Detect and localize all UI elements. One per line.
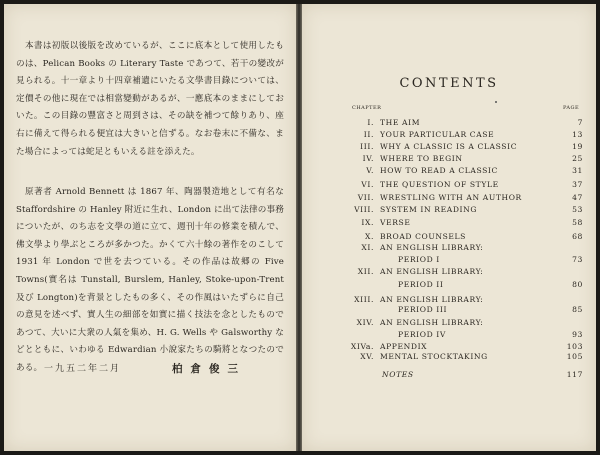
- toc-page-number: 105: [566, 352, 583, 361]
- translator-note-paragraph: 本書は初版以後版を改めているが、ここに底本として使用したものは、Pelican Books の Literary Taste であつて、若干の變改が見られる。十一章より十四章補遺にいたる文學書目錄については、定價その他に現在では相當變動があるが、一應底本のままにしておいた。この目錄の豐富さと周到さは、その缺を補つて餘りあり、座右に備えて得られる便宜は大きいと信ずる。なお卷末に不備な、また場合によっては蛇足ともいえる註を添えた。: [16, 41, 284, 157]
- toc-page-number: 7: [577, 118, 583, 127]
- toc-chapter-number: II.: [363, 130, 374, 139]
- toc-page-number: 68: [572, 232, 583, 241]
- toc-chapter-number: I.: [367, 118, 374, 127]
- toc-chapter-number: VII.: [357, 193, 374, 202]
- toc-chapter-title: PERIOD II: [398, 280, 444, 289]
- toc-entry: [302, 243, 596, 255]
- toc-entry: [302, 218, 596, 230]
- toc-chapter-number: IV.: [362, 154, 374, 163]
- toc-chapter-title: AN ENGLISH LIBRARY:: [380, 318, 484, 327]
- toc-chapter-title: HOW TO READ A CLASSIC: [380, 166, 498, 175]
- toc-chapter-number: V.: [366, 166, 374, 175]
- toc-chapter-title: VERSE: [380, 218, 411, 227]
- toc-chapter-title: PERIOD I: [398, 255, 440, 264]
- toc-entry: [302, 205, 596, 217]
- date-line: 一九五二年二月: [44, 364, 122, 374]
- toc-entry: [302, 130, 596, 142]
- toc-entry: [302, 154, 596, 166]
- toc-chapter-title: APPENDIX: [380, 342, 428, 351]
- ink-dot: [495, 101, 497, 103]
- author-bio-paragraph: 原著者 Arnold Bennett は 1867 年、陶器製造地として有名な Staffordshire の Hanley 附近に生れ、London に出て法律の事務についたが、のち志を文學の道に立て、週刊十年の修業を積んで、佛文學より學ぶところが多かつた。かくて六十餘の著作をのこして 1931 年 London で世を去つている。その作品は故郷の Five Towns(實名は Tunstall, Burslem, Hanley, Stoke-upon-Trent 及び Longton)を背景としたもの多く、その作風はいたずらに自己の意見を述べず、實人生の細部を如實に描く技法を念としたものであつて、大いに大衆の人氣を集め、H. G. Wells や Galsworthy などとともに、いわゆる Edwardian 小說家たちの騎將となつたのである。: [16, 187, 284, 373]
- page-column-header: PAGE: [563, 105, 580, 111]
- toc-page-number: 31: [572, 166, 583, 175]
- toc-chapter-title: WRESTLING WITH AN AUTHOR: [380, 193, 522, 202]
- toc-chapter-title: THE AIM: [380, 118, 421, 127]
- toc-chapter-title: WHERE TO BEGIN: [380, 154, 463, 163]
- toc-entry: [302, 255, 596, 267]
- toc-chapter-number: X.: [364, 232, 374, 241]
- toc-entry: [302, 193, 596, 205]
- toc-chapter-title: PERIOD III: [398, 305, 448, 314]
- translator-signature: 柏倉俊三: [172, 363, 246, 375]
- toc-page-number: 47: [572, 193, 583, 202]
- toc-chapter-number: XIVa.: [350, 342, 374, 351]
- toc-entry: [302, 352, 596, 364]
- toc-entry: [302, 267, 596, 279]
- toc-entry: [302, 166, 596, 178]
- toc-page-number: 117: [566, 370, 583, 379]
- toc-chapter-number: IX.: [361, 218, 374, 227]
- toc-page-number: 58: [572, 218, 583, 227]
- toc-entry: [302, 180, 596, 192]
- toc-chapter-number: XI.: [361, 243, 374, 252]
- toc-page-number: 13: [572, 130, 583, 139]
- toc-page-number: 85: [572, 305, 583, 314]
- toc-chapter-number: III.: [360, 142, 374, 151]
- toc-entry: [302, 370, 596, 382]
- left-page: [4, 4, 296, 451]
- chapter-column-header: CHAPTER: [352, 105, 382, 111]
- toc-chapter-title: AN ENGLISH LIBRARY:: [380, 295, 484, 304]
- toc-chapter-title: AN ENGLISH LIBRARY:: [380, 267, 484, 276]
- toc-entry: [302, 118, 596, 130]
- toc-chapter-title: NOTES: [382, 370, 414, 379]
- toc-chapter-title: AN ENGLISH LIBRARY:: [380, 243, 484, 252]
- toc-page-number: 73: [572, 255, 583, 264]
- toc-chapter-number: VIII.: [354, 205, 374, 214]
- toc-entry: [302, 280, 596, 292]
- toc-chapter-number: VI.: [361, 180, 374, 189]
- toc-page-number: 103: [566, 342, 583, 351]
- toc-chapter-number: XIV.: [356, 318, 374, 327]
- toc-chapter-number: XII.: [357, 267, 374, 276]
- toc-entry: [302, 305, 596, 317]
- toc-entry: [302, 318, 596, 330]
- toc-chapter-title: YOUR PARTICULAR CASE: [380, 130, 495, 139]
- toc-chapter-number: XV.: [360, 352, 374, 361]
- toc-entry: [302, 142, 596, 154]
- toc-page-number: 93: [572, 330, 583, 339]
- right-page: [302, 4, 596, 451]
- toc-page-number: 80: [572, 280, 583, 289]
- toc-chapter-title: THE QUESTION OF STYLE: [380, 180, 499, 189]
- toc-page-number: 37: [572, 180, 583, 189]
- toc-page-number: 53: [572, 205, 583, 214]
- contents-title: CONTENTS: [399, 76, 499, 91]
- toc-chapter-title: SYSTEM IN READING: [380, 205, 478, 214]
- toc-page-number: 25: [572, 154, 583, 163]
- toc-chapter-title: WHY A CLASSIC IS A CLASSIC: [380, 142, 518, 151]
- toc-chapter-title: BROAD COUNSELS: [380, 232, 466, 241]
- toc-page-number: 19: [572, 142, 583, 151]
- toc-entry: [302, 330, 596, 342]
- toc-chapter-number: XIII.: [354, 295, 374, 304]
- toc-chapter-title: MENTAL STOCKTAKING: [380, 352, 488, 361]
- toc-chapter-title: PERIOD IV: [398, 330, 446, 339]
